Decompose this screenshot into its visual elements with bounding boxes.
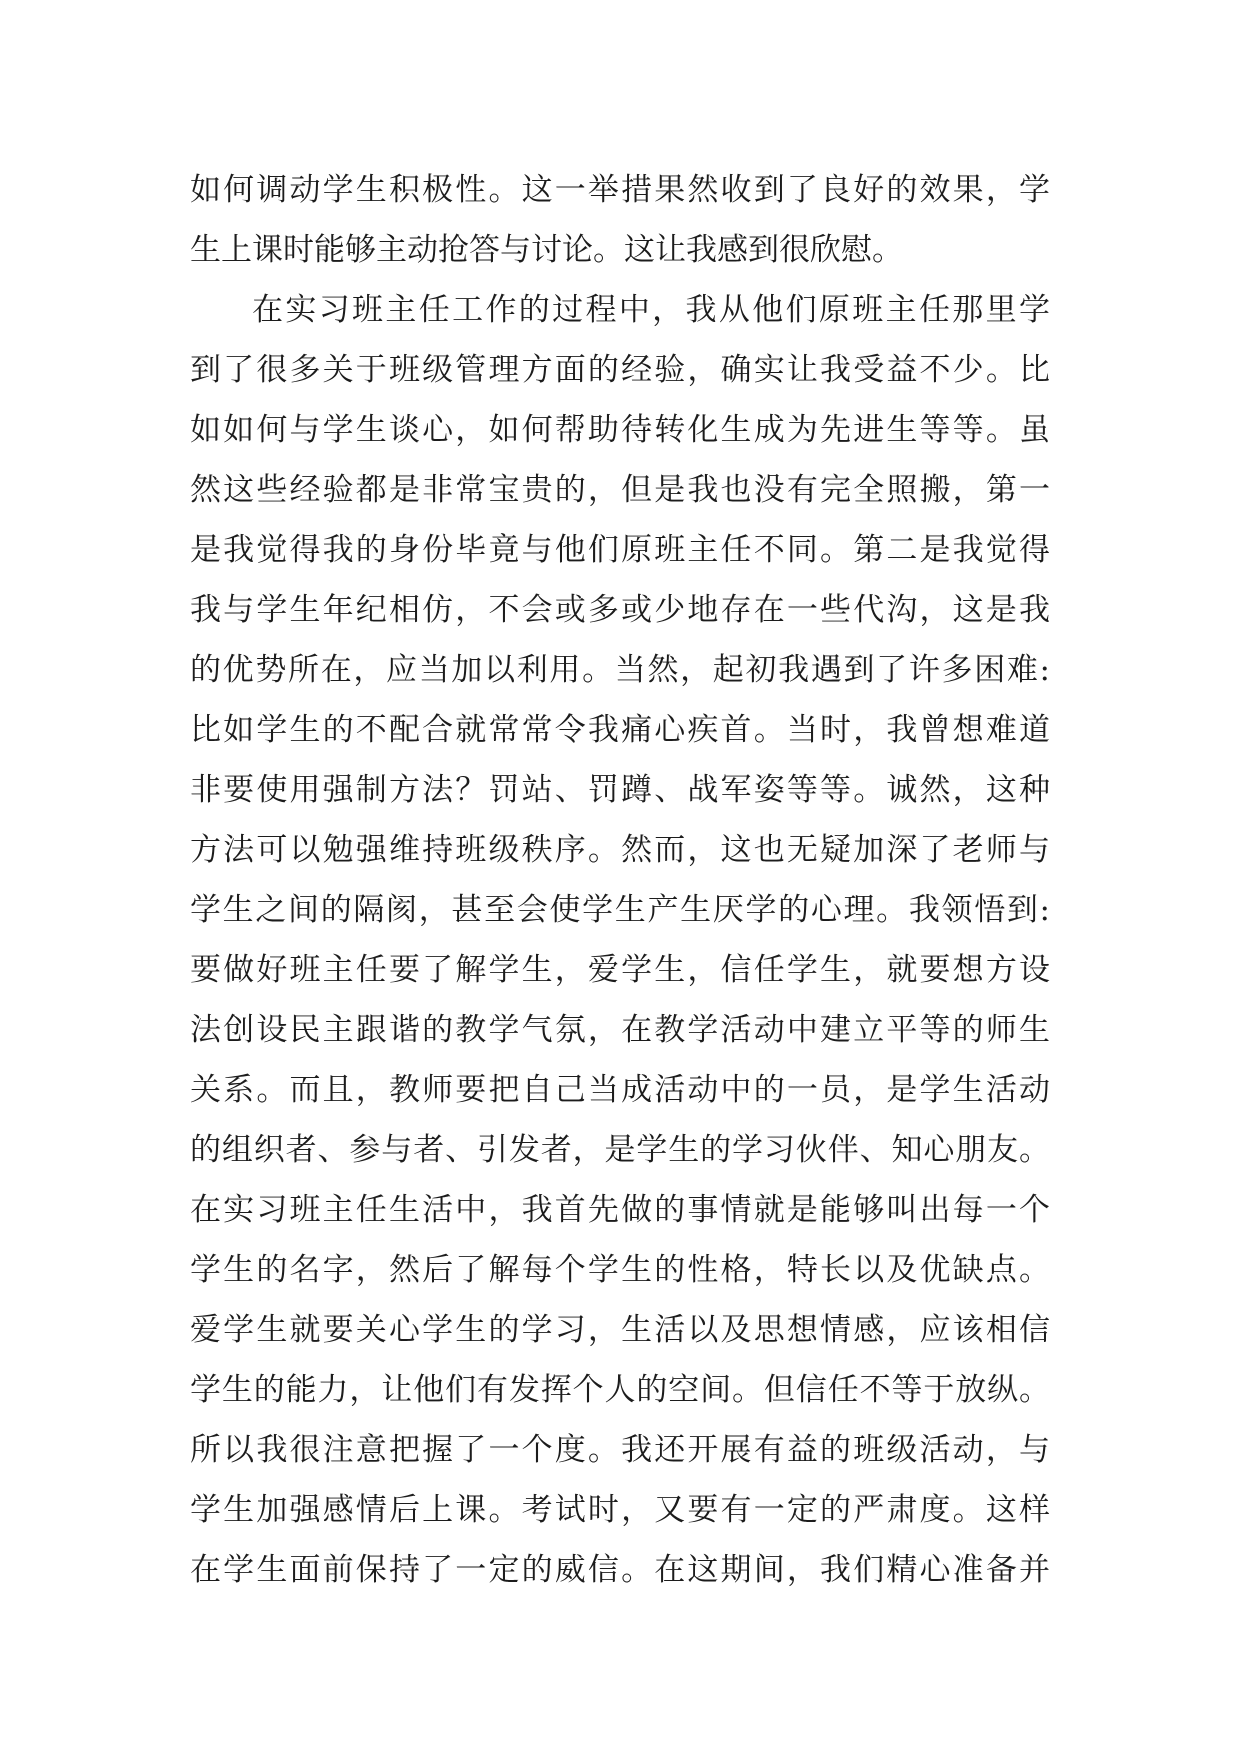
- text-line: 学生加强感情后上课。考试时，又要有一定的严肃度。这样: [190, 1492, 1050, 1528]
- text-line: 比如学生的不配合就常常令我痛心疾首。当时，我曾想难道: [190, 712, 1050, 748]
- text-line: 是我觉得我的身份毕竟与他们原班主任不同。第二是我觉得: [190, 532, 1050, 568]
- text-line: 爱学生就要关心学生的学习，生活以及思想情感，应该相信: [190, 1312, 1050, 1348]
- text-line: 学生之间的隔阂，甚至会使学生产生厌学的心理。我领悟到:: [190, 892, 1050, 928]
- text-line: 法创设民主跟谐的教学气氛，在教学活动中建立平等的师生: [190, 1012, 1050, 1048]
- text-line: 我与学生年纪相仿，不会或多或少地存在一些代沟，这是我: [190, 592, 1050, 628]
- text-line: 学生的名字，然后了解每个学生的性格，特长以及优缺点。: [190, 1252, 1050, 1288]
- body-text: [190, 160, 1050, 1600]
- text-line: 在学生面前保持了一定的威信。在这期间，我们精心准备并: [190, 1552, 1050, 1588]
- text-line: 的组织者、参与者、引发者，是学生的学习伙伴、知心朋友。: [190, 1132, 1050, 1168]
- text-line: 要做好班主任要了解学生，爱学生，信任学生，就要想方设: [190, 952, 1050, 988]
- text-line: 所以我很注意把握了一个度。我还开展有益的班级活动，与: [190, 1432, 1050, 1468]
- text-line: 到了很多关于班级管理方面的经验，确实让我受益不少。比: [190, 352, 1050, 388]
- text-line: 如何调动学生积极性。这一举措果然收到了良好的效果，学: [190, 172, 1050, 208]
- text-line: 在实习班主任生活中，我首先做的事情就是能够叫出每一个: [190, 1192, 1050, 1228]
- text-line: 的优势所在，应当加以利用。当然，起初我遇到了许多困难:: [190, 652, 1050, 688]
- text-line: 方法可以勉强维持班级秩序。然而，这也无疑加深了老师与: [190, 832, 1050, 868]
- text-line: 关系。而且，教师要把自己当成活动中的一员，是学生活动: [190, 1072, 1050, 1108]
- text-line: 在实习班主任工作的过程中，我从他们原班主任那里学: [252, 292, 1050, 328]
- text-line: 然这些经验都是非常宝贵的，但是我也没有完全照搬，第一: [190, 472, 1050, 508]
- text-line: 学生的能力，让他们有发挥个人的空间。但信任不等于放纵。: [190, 1372, 1050, 1408]
- text-line: 如如何与学生谈心，如何帮助待转化生成为先进生等等。虽: [190, 412, 1050, 448]
- text-line: 生上课时能够主动抢答与讨论。这让我感到很欣慰。: [190, 232, 903, 268]
- text-line: 非要使用强制方法？罚站、罚蹲、战军姿等等。诚然，这种: [190, 772, 1050, 808]
